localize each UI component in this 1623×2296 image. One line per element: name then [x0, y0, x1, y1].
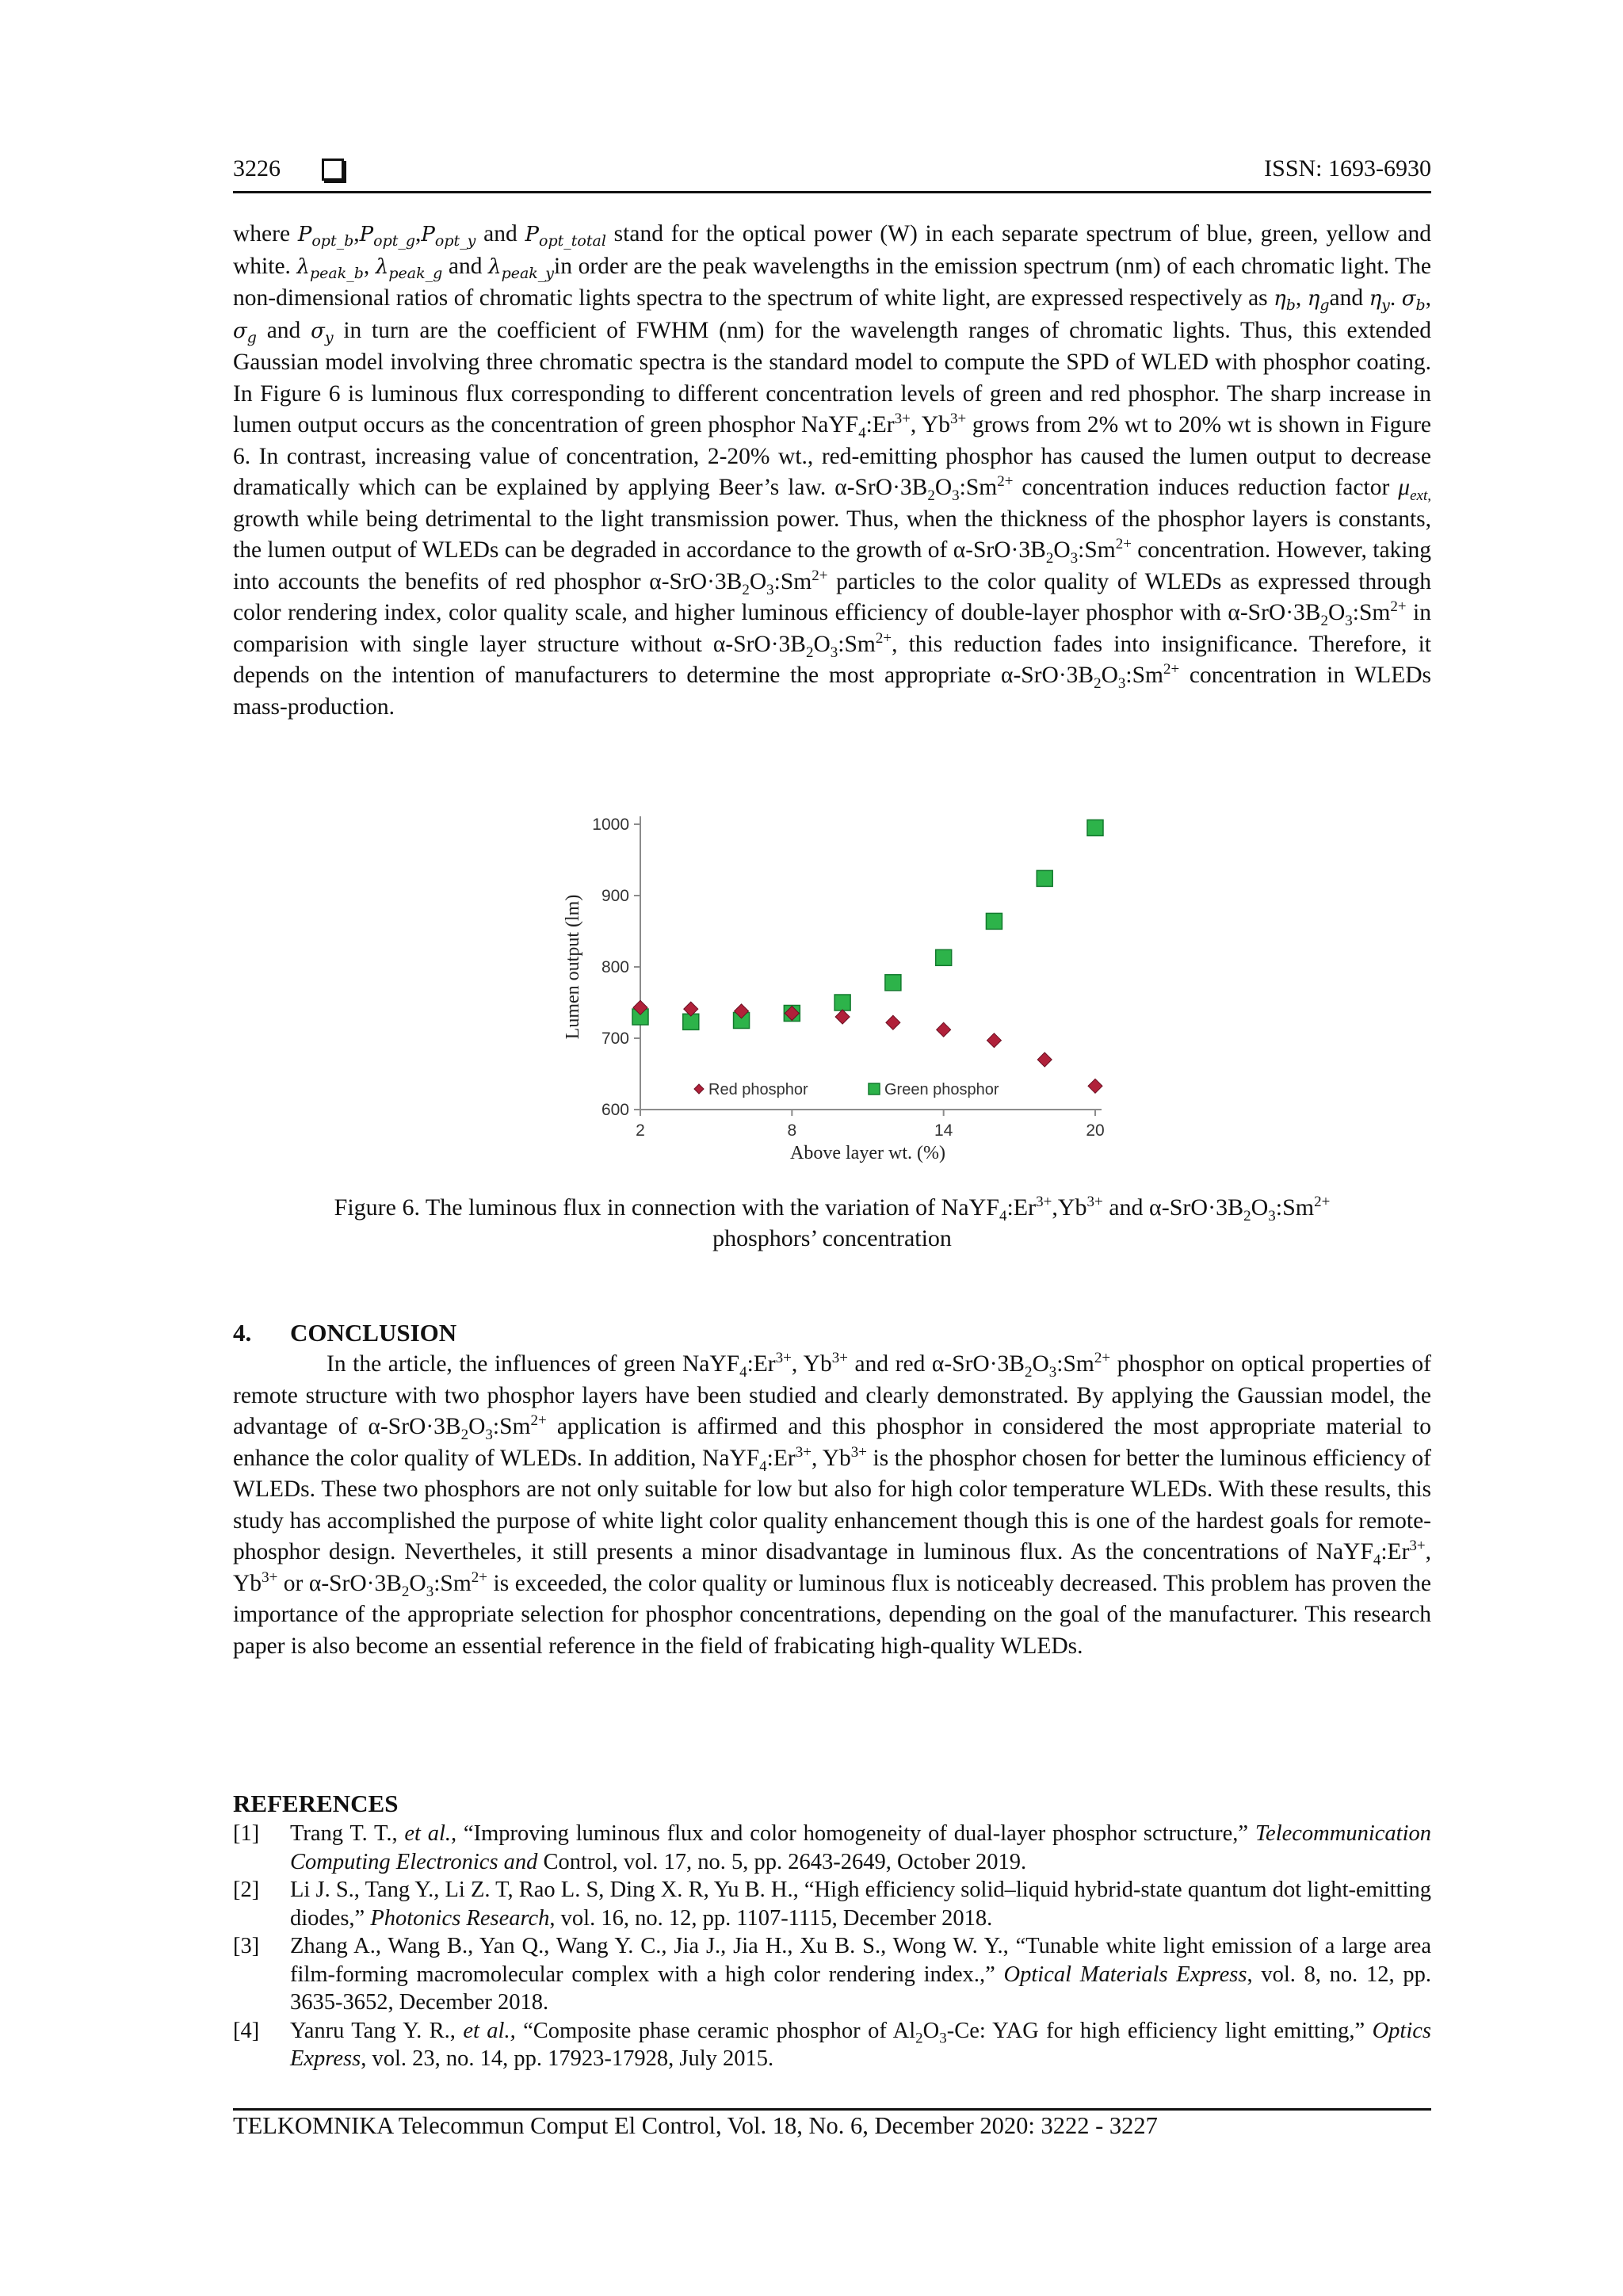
section-title: CONCLUSION: [290, 1319, 457, 1347]
reference-item: [233, 1820, 1431, 1876]
legend-red-label: Red phosphor: [708, 1081, 808, 1098]
green-phosphor-point: [1037, 870, 1052, 886]
red-phosphor-point: [937, 1022, 951, 1037]
reference-text: Trang T. T., et al., “Improving luminous flux and color homogeneity of dual-layer phosphor sctructure,” Telecommunication Computing Electronics and Control, vol. 17, no. 5, pp. 2643-2649, October 2019.: [290, 1821, 1431, 1874]
green-phosphor-point: [986, 913, 1002, 929]
green-phosphor-point: [1087, 820, 1103, 836]
body-paragraph-text: where $P_{opt\_b},P_{opt\_g},P_{opt\_y}$ and $P_{opt\_total}$ stand for the optical power (W) in each separate spectrum of blue, green, yellow and white. $\lambda_{peak\_b}$, $\lambda_{peak\_g}$ and $\lambda_{peak\_y}in$ order are the peak wavelengths in the emission spectrum (nm) of each chromatic light. The non-dimensional ratios of chromatic lights spectra to the spectrum of white light, are expressed respectively as $\eta_b$, $\eta_gand$ $\eta_y$. $\sigma_b$, $\sigma_g$ and $\sigma_y$ in turn are the coefficient of FWHM (nm) for the wavelength ranges of chromatic lights. Thus, this extended Gaussian model involving three chromatic spectra is the standard model to compute the SPD of WLED with phosphor coating. In Figure 6 is luminous flux corresponding to different concentration levels of green and red phosphor. The sharp increase in lumen output occurs as the concentration of green phosphor $NaYF_4:Er^{3+}$, $Yb^{3+}$ grows from 2% wt to 20% wt is shown in Figure 6. In contrast, increasing value of concentration, 2-20% wt., red-emitting phosphor has caused the lumen output to decrease dramatically which can be explained by applying Beer’s law. $\alpha-SrO\cdot 3B_2O_3:Sm^{2+}$ concentration induces reduction factor $\mu_{ext,}$ growth while being detrimental to the light transmission power. Thus, when the thickness of the phosphor layers is constants, the lumen output of WLEDs can be degraded in accordance to the growth of $\alpha-SrO\cdot 3B_2O_3:Sm^{2+}$ concentration. However, taking into accounts the benefits of red phosphor $\alpha-SrO\cdot 3B_2O_3:Sm^{2+}$ particles to the color quality of WLEDs as expressed through color rendering index, color quality scale, and higher luminous efficiency of double-layer phosphor with $\alpha-SrO\cdot 3B_2O_3:Sm^{2+}$ in comparision with single layer structure without $\alpha-SrO\cdot 3B_2O_3:Sm^{2+}$, this reduction fades into insignificance. Therefore, it depends on the intention of manufacturers to determine the most appropriate $\alpha-SrO\cdot 3B_2O_3:Sm^{2+}$ concentration in WLEDs mass-production.: [233, 221, 1432, 720]
y-tick-label: 900: [601, 887, 629, 905]
reference-number: [2]: [233, 1878, 260, 1902]
conclusion-paragraph: [233, 1349, 1431, 1662]
reference-number: [1]: [233, 1821, 260, 1846]
x-axis-label: Above layer wt. (%): [790, 1143, 945, 1163]
green-phosphor-point: [936, 949, 952, 965]
reference-number: [3]: [233, 1934, 260, 1958]
conclusion-text: In the article, the influences of green $NaYF_4:Er^{3+}$, $Yb^{3+}$ and red $\alpha-SrO\cdot 3B_2O_3:Sm^{2+}$ phosphor on optical properties of remote structure with two phosphor layers have been studied and clearly demonstrated. By applying the Gaussian model, the advantage of $\alpha-SrO\cdot 3B_2O_3:Sm^{2+}$ application is affirmed and this phosphor in considered the most appropriate material to enhance the color quality of WLEDs. In addition, $NaYF_4:Er^{3+}$, $Yb^{3+}$ is the phosphor chosen for better the luminous efficiency of WLEDs. These two phosphors are not only suitable for low but also for high color temperature WLEDs. With these results, this study has accomplished the purpose of white light color quality enhancement though this is one of the hardest goals for remote-phosphor design. Nevertheles, it still presents a minor disadvantage in luminous flux. As the concentrations of $NaYF_4:Er^{3+}$, $Yb^{3+}$ or $\alpha-SrO\cdot 3B_2O_3:Sm^{2+}$ is exceeded, the color quality or luminous flux is noticeably decreased. This problem has proven the importance of the appropriate selection for phosphor concentrations, depending on the goal of the manufacturer. This research paper is also become an essential reference in the field of frabicating high-quality WLEDs.: [233, 1350, 1431, 1659]
red-phosphor-point: [987, 1033, 1001, 1048]
legend-green-marker: [869, 1083, 880, 1095]
page-footer: TELKOMNIKA Telecommun Comput El Control, Vol. 18, No. 6, December 2020: 3222 - 3227: [233, 2112, 1158, 2139]
y-tick-label: 1000: [592, 816, 629, 834]
green-phosphor-point: [885, 975, 901, 991]
legend-red-marker: [694, 1084, 704, 1094]
reference-text: Li J. S., Tang Y., Li Z. T, Rao L. S, Ding X. R, Yu B. H., “High efficiency solid–liquid hybrid-state quantum dot light-emitting diodes,” Photonics Research, vol. 16, no. 12, pp. 1107-1115, December 2018.: [290, 1878, 1431, 1931]
reference-text: Zhang A., Wang B., Yan Q., Wang Y. C., Jia J., Jia H., Xu B. S., Wong W. Y., “Tunable white light emission of a large area film-forming macromolecular complex with a high color rendering index.,” Optical Materials Express, vol. 8, no. 12, pp. 3635-3652, December 2018.: [290, 1934, 1431, 2015]
reference-item: [233, 2017, 1431, 2073]
x-tick-label: 2: [636, 1121, 645, 1140]
page-number: 3226: [233, 155, 281, 181]
y-tick-label: 800: [601, 958, 629, 976]
red-phosphor-point: [886, 1015, 900, 1030]
green-phosphor-point: [834, 995, 850, 1010]
x-tick-label: 14: [934, 1121, 953, 1140]
y-tick-label: 700: [601, 1030, 629, 1048]
y-tick-label: 600: [601, 1101, 629, 1119]
legend-green-label: Green phosphor: [884, 1081, 999, 1098]
footer-rule: [233, 2108, 1431, 2111]
reference-item: [233, 1876, 1431, 1932]
figure-6-chart: [555, 800, 1125, 1173]
red-phosphor-point: [1037, 1052, 1052, 1067]
x-tick-label: 20: [1086, 1121, 1105, 1140]
chart-svg: [555, 800, 1125, 1173]
reference-text: Yanru Tang Y. R., et al., “Composite phase ceramic phosphor of $Al_2O_3-Ce$: YAG for high efficiency light emitting,” Optics Express, vol. 23, no. 14, pp. 17923-17928, July 2015.: [290, 2018, 1431, 2071]
figure-caption: Figure 6. The luminous flux in connection with the variation of $NaYF_4:Er^{3+},Yb^{3+}$ and $\alpha-SrO\cdot 3B_2O_3:Sm^{2+}$ phosphors’ concentration: [334, 1194, 1331, 1251]
red-phosphor-point: [1088, 1079, 1102, 1093]
square-bullet-icon: [322, 159, 344, 181]
issn: ISSN: 1693-6930: [1264, 155, 1431, 181]
section-heading: [233, 1319, 456, 1347]
body-paragraph: [233, 219, 1431, 723]
red-phosphor-point: [835, 1010, 850, 1024]
references-heading: REFERENCES: [233, 1790, 399, 1817]
reference-number: [4]: [233, 2018, 260, 2043]
y-axis-label: Lumen output (lm): [563, 894, 583, 1040]
x-tick-label: 8: [787, 1121, 797, 1140]
section-number: 4.: [233, 1319, 252, 1347]
page-header: [233, 155, 1431, 190]
reference-item: [233, 1932, 1431, 2017]
header-rule: [233, 191, 1431, 193]
references-list: [233, 1820, 1431, 2073]
